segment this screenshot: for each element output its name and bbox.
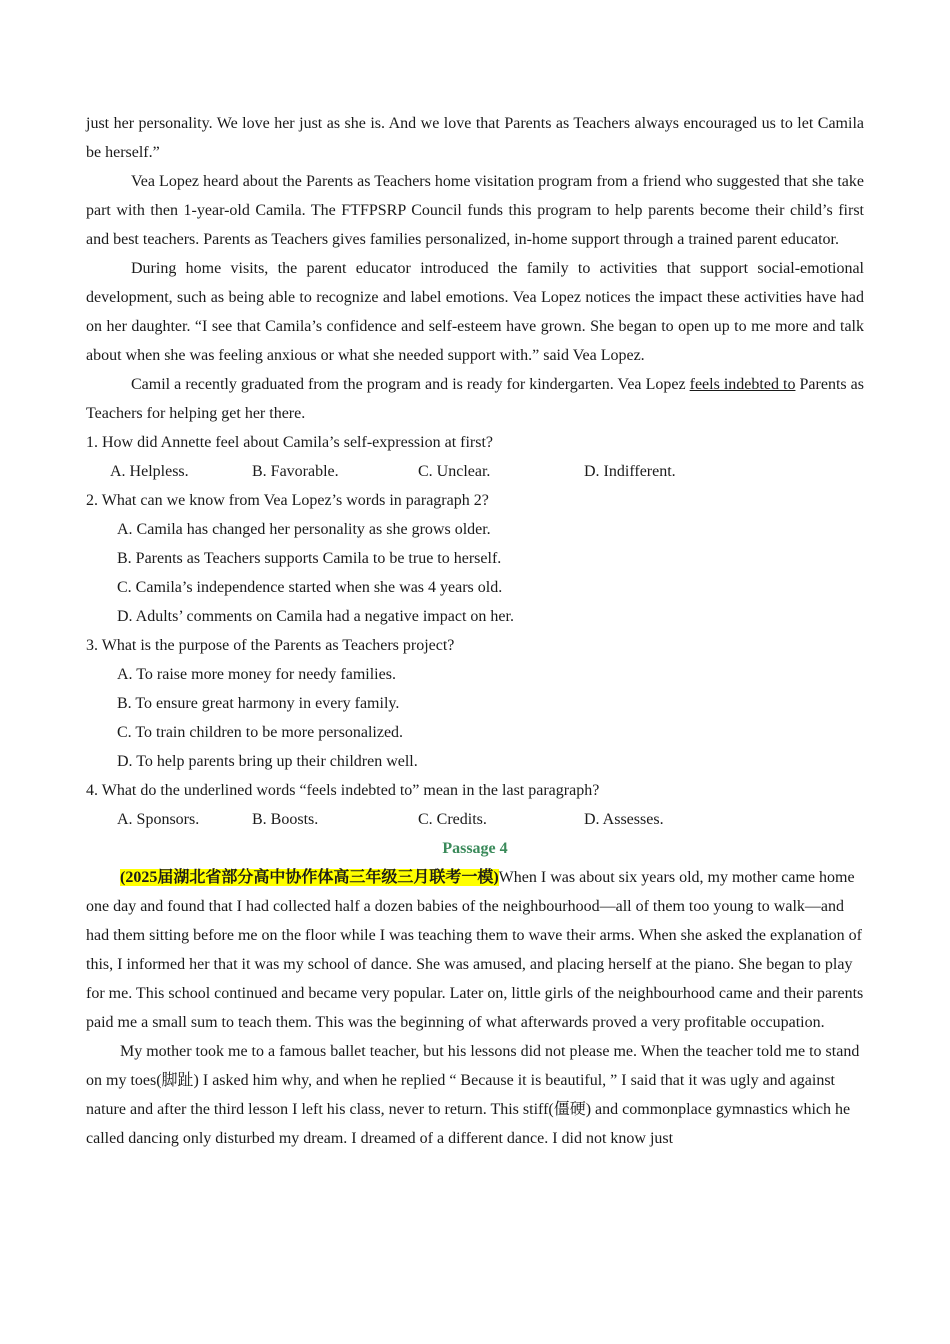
question-2-option-a: A. Camila has changed her personality as she grows older.: [117, 521, 491, 538]
question-4-stem: 4. What do the underlined words “feels indebted to” mean in the last paragraph?: [86, 782, 600, 799]
document-page: [86, 109, 864, 1153]
question-4-option-d: D. Assesses.: [584, 811, 664, 828]
passage-4-paragraph-1: [86, 863, 864, 1037]
paragraph-3: During home visits, the parent educator introduced the family to activities that support social-emotional development, such as being able to recognize and label emotions. Vea Lopez notices the impact these activities have had on her daughter. “I see that Camila’s confidence and self-esteem have grown. She began to open up to me more and talk about when she was feeling anxious or what she needed support with.” said Vea Lopez.: [86, 260, 864, 364]
paragraph-continuation: just her personality. We love her just as she is. And we love that Parents as Teachers always encouraged us to let Camila be herself.”: [86, 115, 864, 161]
question-3-option-a: A. To raise more money for needy families.: [117, 666, 396, 683]
source-tag: (2025届湖北省部分高中协作体高三年级三月联考一模): [120, 869, 499, 886]
question-3-option-b: B. To ensure great harmony in every family.: [117, 695, 400, 712]
question-2-option-c: C. Camila’s independence started when she was 4 years old.: [117, 579, 503, 596]
question-3-option-d: D. To help parents bring up their children well.: [117, 753, 418, 770]
passage-4-paragraph-2: My mother took me to a famous ballet teacher, but his lessons did not please me. When the teacher told me to stand on my toes(脚趾) I asked him why, and when he replied “ Because it is beautiful, ” I said that it was ugly and against nature and after the third lesson I left his class, never to return. This stiff(僵硬) and commonplace gymnastics which he called dancing only disturbed my dream. I dreamed of a different dance. I did not know just: [86, 1043, 860, 1147]
question-2-option-d: D. Adults’ comments on Camila had a negative impact on her.: [117, 608, 514, 625]
passage-4-paragraph-1-text: When I was about six years old, my mother came home one day and found that I had collected half a dozen babies of the neighbourhood—all of them too young to walk—and had them sitting before me on the floor while I was teaching them to wave their arms. When she asked the explanation of this, I informed her that it was my school of dance. She was amused, and placing herself at the piano. She began to play for me. This school continued and became very popular. Later on, little girls of the neighbourhood came and their parents paid me a small sum to teach them. This was the beginning of what afterwards proved a very profitable occupation.: [86, 869, 864, 1031]
paragraph-4-before: Camil a recently graduated from the program and is ready for kindergarten. Vea Lopez: [131, 376, 690, 393]
question-1-option-b: B. Favorable.: [252, 463, 339, 480]
paragraph-2: Vea Lopez heard about the Parents as Teachers home visitation program from a friend who suggested that she take part with then 1-year-old Camila. The FTFPSRP Council funds this program to help parents become their child’s first and best teachers. Parents as Teachers gives families personalized, in-home support through a trained parent educator.: [86, 173, 864, 248]
question-4-option-c: C. Credits.: [418, 811, 487, 828]
question-2-option-b: B. Parents as Teachers supports Camila to be true to herself.: [117, 550, 502, 567]
question-2-stem: 2. What can we know from Vea Lopez’s words in paragraph 2?: [86, 492, 489, 509]
question-1-option-c: C. Unclear.: [418, 463, 491, 480]
paragraph-4-after: Parents as Teachers for helping get her there.: [86, 376, 865, 422]
question-1-stem: 1. How did Annette feel about Camila’s self-expression at first?: [86, 434, 494, 451]
question-3-option-c: C. To train children to be more personalized.: [117, 724, 404, 741]
question-1-options: [86, 457, 864, 486]
question-3-stem: 3. What is the purpose of the Parents as Teachers project?: [86, 637, 455, 654]
question-1-option-a: A. Helpless.: [110, 463, 189, 480]
passage-title: Passage 4: [442, 840, 508, 857]
question-1-option-d: D. Indifferent.: [584, 463, 676, 480]
question-4-option-b: B. Boosts.: [252, 811, 319, 828]
question-4-option-a: A. Sponsors.: [117, 811, 200, 828]
paragraph-4: [86, 370, 864, 428]
question-4-options: [86, 805, 864, 834]
underlined-phrase: feels indebted to: [689, 376, 796, 393]
